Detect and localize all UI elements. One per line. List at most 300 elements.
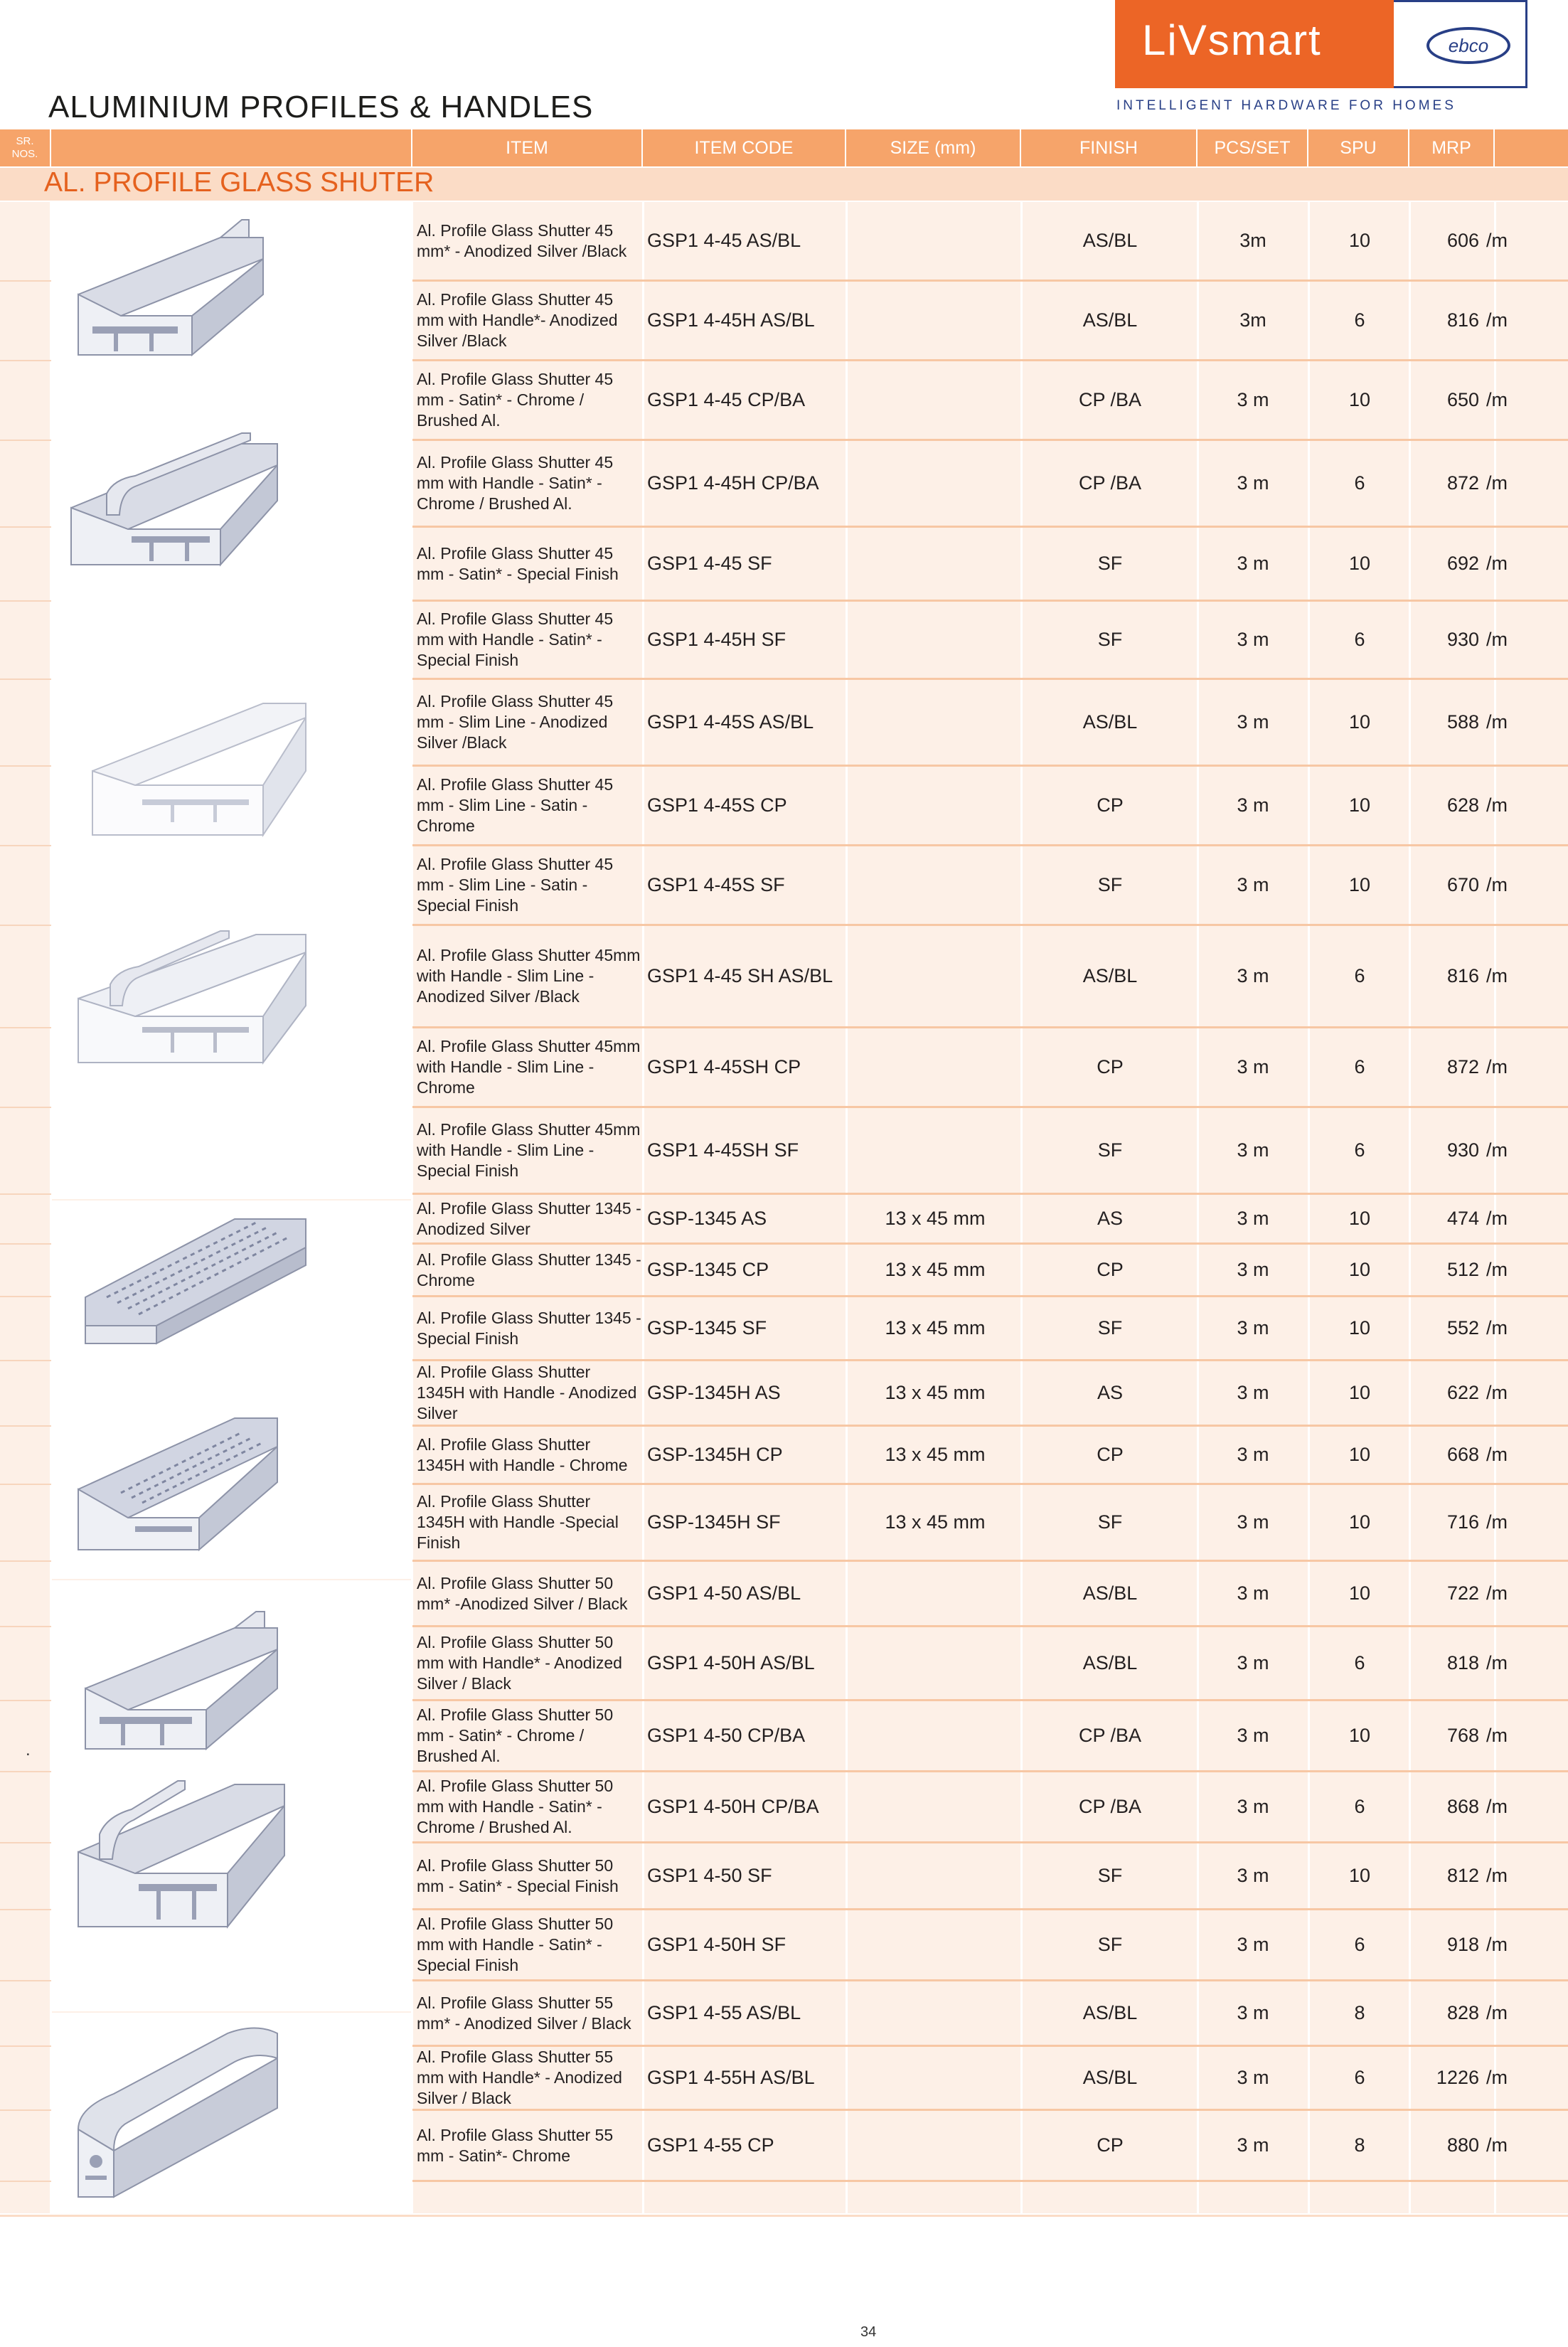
item-name: Al. Profile Glass Shutter 50 mm with Handle - Satin* - Special Finish bbox=[417, 1915, 614, 1974]
item-mrp: 722 bbox=[1446, 1582, 1479, 1604]
item-spu: 10 bbox=[1348, 1382, 1371, 1403]
item-mrp: 930 bbox=[1446, 1139, 1479, 1161]
table-row bbox=[412, 1195, 1568, 1245]
sr-row-divider bbox=[0, 1980, 51, 1981]
item-size bbox=[848, 2111, 1023, 2180]
item-pcs-set: 3 m bbox=[1237, 1934, 1269, 1955]
item-unit: /m bbox=[1486, 1934, 1508, 1955]
item-mrp: 1226 bbox=[1436, 2067, 1479, 2088]
item-name: Al. Profile Glass Shutter 1345H with Handle - Chrome bbox=[417, 1435, 628, 1474]
item-mrp: 816 bbox=[1446, 309, 1479, 331]
item-pcs-set: 3 m bbox=[1237, 2134, 1269, 2156]
section-bar bbox=[0, 168, 1568, 201]
item-size bbox=[848, 602, 1023, 678]
table-row bbox=[412, 1981, 1568, 2047]
item-code: GSP1 4-50 AS/BL bbox=[647, 1582, 801, 1604]
logo-text: LiVsmart bbox=[1142, 16, 1322, 64]
item-unit: /m bbox=[1486, 1796, 1508, 1817]
item-mrp: 588 bbox=[1446, 711, 1479, 733]
item-unit: /m bbox=[1486, 1056, 1508, 1077]
table-row bbox=[412, 1361, 1568, 1427]
item-unit: /m bbox=[1486, 553, 1508, 574]
item-spu: 8 bbox=[1354, 2134, 1365, 2156]
item-name: Al. Profile Glass Shutter 55 mm - Satin*- Chrome bbox=[417, 2125, 614, 2165]
sr-row-divider bbox=[0, 765, 51, 767]
item-pcs-set: 3 m bbox=[1237, 1056, 1269, 1077]
item-code: GSP1 4-55H AS/BL bbox=[647, 2067, 815, 2088]
profile-50mm-handle-image bbox=[71, 1767, 299, 1930]
item-mrp: 716 bbox=[1446, 1511, 1479, 1533]
sr-row-divider bbox=[0, 1700, 51, 1701]
item-unit: /m bbox=[1486, 1139, 1508, 1161]
profile-slim-line-handle-image bbox=[71, 927, 320, 1070]
item-mrp: 512 bbox=[1446, 1259, 1479, 1280]
item-size bbox=[848, 202, 1023, 280]
item-spu: 6 bbox=[1354, 965, 1365, 986]
item-size bbox=[848, 1772, 1023, 1841]
item-size: 13 x 45 mm bbox=[885, 1208, 986, 1229]
item-name: Al. Profile Glass Shutter 45 mm - Slim Line - Satin - Special Finish bbox=[417, 855, 614, 915]
item-finish: AS/BL bbox=[1082, 2067, 1138, 2088]
item-unit: /m bbox=[1486, 1511, 1508, 1533]
item-finish: AS/BL bbox=[1082, 1652, 1138, 1673]
item-name: Al. Profile Glass Shutter 45 mm with Handle*- Anodized Silver /Black bbox=[417, 290, 618, 350]
item-spu: 6 bbox=[1354, 1139, 1365, 1161]
sr-row-divider bbox=[0, 2181, 51, 2182]
item-pcs-set: 3 m bbox=[1237, 389, 1269, 410]
item-finish: SF bbox=[1097, 1317, 1123, 1339]
item-spu: 10 bbox=[1348, 1208, 1371, 1229]
item-name: Al. Profile Glass Shutter 50 mm* -Anodized Silver / Black bbox=[417, 1573, 628, 1613]
item-name: Al. Profile Glass Shutter 45mm with Handle - Slim Line - Special Finish bbox=[417, 1120, 641, 1180]
table-row bbox=[412, 1562, 1568, 1627]
item-mrp: 606 bbox=[1446, 230, 1479, 251]
item-size bbox=[848, 2047, 1023, 2109]
item-finish: SF bbox=[1097, 1865, 1123, 1886]
item-name: Al. Profile Glass Shutter 1345 -Special Finish bbox=[417, 1308, 641, 1348]
item-pcs-set: 3 m bbox=[1237, 2002, 1269, 2023]
item-spu: 10 bbox=[1348, 711, 1371, 733]
page-title: ALUMINIUM PROFILES & HANDLES bbox=[48, 90, 594, 124]
item-mrp: 812 bbox=[1446, 1865, 1479, 1886]
item-size bbox=[848, 361, 1023, 439]
item-pcs-set: 3 m bbox=[1237, 1865, 1269, 1886]
item-spu: 6 bbox=[1354, 1934, 1365, 1955]
table-row bbox=[412, 1245, 1568, 1297]
item-size bbox=[848, 1701, 1023, 1770]
item-spu: 10 bbox=[1348, 230, 1371, 251]
item-size bbox=[848, 767, 1023, 844]
item-finish: CP bbox=[1097, 1444, 1124, 1465]
sr-row-divider bbox=[0, 1771, 51, 1772]
item-spu: 6 bbox=[1354, 309, 1365, 331]
item-pcs-set: 3 m bbox=[1237, 794, 1269, 816]
page-number: 34 bbox=[860, 2324, 877, 2340]
sr-row-divider bbox=[0, 2045, 51, 2047]
item-name: Al. Profile Glass Shutter 50 mm - Satin* - Chrome / Brushed Al. bbox=[417, 1705, 614, 1765]
table-row bbox=[412, 202, 1568, 282]
item-spu: 8 bbox=[1354, 2002, 1365, 2023]
item-name: Al. Profile Glass Shutter 1345 - Chrome bbox=[417, 1250, 641, 1289]
profile-45mm-image bbox=[71, 216, 284, 358]
table-row bbox=[412, 602, 1568, 680]
item-finish: CP /BA bbox=[1078, 389, 1142, 410]
sr-row-divider bbox=[0, 526, 51, 528]
item-mrp: 628 bbox=[1446, 794, 1479, 816]
item-name: Al. Profile Glass Shutter 55 mm with Handle* - Anodized Silver / Black bbox=[417, 2048, 622, 2107]
item-mrp: 816 bbox=[1446, 965, 1479, 986]
item-pcs-set: 3 m bbox=[1237, 472, 1269, 494]
item-finish: AS/BL bbox=[1082, 309, 1138, 331]
item-pcs-set: 3 m bbox=[1237, 1796, 1269, 1817]
brand-logo bbox=[1115, 0, 1529, 97]
item-code: GSP-1345H AS bbox=[647, 1382, 781, 1403]
item-unit: /m bbox=[1486, 711, 1508, 733]
item-code: GSP1 4-45SH SF bbox=[647, 1139, 799, 1161]
item-spu: 6 bbox=[1354, 629, 1365, 650]
item-finish: SF bbox=[1097, 1139, 1123, 1161]
item-unit: /m bbox=[1486, 1317, 1508, 1339]
item-finish: CP /BA bbox=[1078, 1725, 1142, 1746]
item-code: GSP1 4-45H SF bbox=[647, 629, 786, 650]
item-name: Al. Profile Glass Shutter 45 mm - Slim Line - Anodized Silver /Black bbox=[417, 692, 614, 752]
table-row bbox=[412, 441, 1568, 528]
item-unit: /m bbox=[1486, 472, 1508, 494]
item-pcs-set: 3 m bbox=[1237, 2067, 1269, 2088]
sr-row-divider bbox=[0, 1484, 51, 1485]
item-name: Al. Profile Glass Shutter 45 mm* - Anodized Silver /Black bbox=[417, 220, 627, 260]
item-size bbox=[848, 1627, 1023, 1699]
item-mrp: 828 bbox=[1446, 2002, 1479, 2023]
item-name: Al. Profile Glass Shutter 50 mm with Handle* - Anodized Silver / Black bbox=[417, 1633, 622, 1693]
header-pcs-set: PCS/SET bbox=[1198, 129, 1308, 166]
item-finish: SF bbox=[1097, 553, 1123, 574]
item-mrp: 474 bbox=[1446, 1208, 1479, 1229]
item-unit: /m bbox=[1486, 1865, 1508, 1886]
brand-tagline: INTELLIGENT HARDWARE FOR HOMES bbox=[1116, 98, 1456, 113]
item-finish: CP bbox=[1097, 2134, 1124, 2156]
item-pcs-set: 3m bbox=[1239, 230, 1266, 251]
table-row bbox=[412, 1028, 1568, 1108]
header-size: SIZE (mm) bbox=[846, 129, 1021, 166]
item-pcs-set: 3 m bbox=[1237, 711, 1269, 733]
item-pcs-set: 3 m bbox=[1237, 1582, 1269, 1604]
item-finish: SF bbox=[1097, 1934, 1123, 1955]
profile-1345-image bbox=[78, 1212, 313, 1347]
item-code: GSP1 4-45SH CP bbox=[647, 1056, 801, 1077]
item-spu: 10 bbox=[1348, 1511, 1371, 1533]
item-unit: /m bbox=[1486, 1208, 1508, 1229]
logo-orange-block bbox=[1115, 0, 1396, 88]
item-pcs-set: 3 m bbox=[1237, 1444, 1269, 1465]
sr-row-divider bbox=[0, 280, 51, 282]
item-mrp: 930 bbox=[1446, 629, 1479, 650]
item-pcs-set: 3 m bbox=[1237, 1725, 1269, 1746]
item-mrp: 650 bbox=[1446, 389, 1479, 410]
item-spu: 6 bbox=[1354, 1652, 1365, 1673]
item-finish: CP /BA bbox=[1078, 472, 1142, 494]
header-sr-nos: SR. NOS. bbox=[0, 129, 51, 166]
item-size bbox=[848, 1028, 1023, 1106]
item-name: Al. Profile Glass Shutter 1345H with Handle - Anodized Silver bbox=[417, 1363, 637, 1422]
item-code: GSP1 4-50H AS/BL bbox=[647, 1652, 815, 1673]
table-row bbox=[412, 1772, 1568, 1843]
table-row bbox=[412, 680, 1568, 767]
item-pcs-set: 3 m bbox=[1237, 1382, 1269, 1403]
item-finish: SF bbox=[1097, 874, 1123, 895]
item-size: 13 x 45 mm bbox=[885, 1444, 986, 1465]
item-name: Al. Profile Glass Shutter 45 mm with Handle - Satin* - Special Finish bbox=[417, 610, 614, 669]
sr-row-divider bbox=[0, 1626, 51, 1627]
item-unit: /m bbox=[1486, 2067, 1508, 2088]
sr-row-divider bbox=[0, 600, 51, 602]
item-spu: 6 bbox=[1354, 1056, 1365, 1077]
item-name: Al. Profile Glass Shutter 1345H with Handle -Special Finish bbox=[417, 1492, 619, 1552]
item-mrp: 622 bbox=[1446, 1382, 1479, 1403]
item-unit: /m bbox=[1486, 309, 1508, 331]
item-name: Al. Profile Glass Shutter 55 mm* - Anodized Silver / Black bbox=[417, 1993, 631, 2033]
section-title: AL. PROFILE GLASS SHUTER bbox=[44, 167, 434, 198]
item-pcs-set: 3 m bbox=[1237, 1317, 1269, 1339]
item-unit: /m bbox=[1486, 2002, 1508, 2023]
item-unit: /m bbox=[1486, 629, 1508, 650]
item-spu: 10 bbox=[1348, 1259, 1371, 1280]
table-row bbox=[412, 2111, 1568, 2182]
item-pcs-set: 3m bbox=[1239, 309, 1266, 331]
item-code: GSP1 4-45 SH AS/BL bbox=[647, 965, 833, 986]
item-spu: 10 bbox=[1348, 794, 1371, 816]
item-mrp: 872 bbox=[1446, 1056, 1479, 1077]
item-spu: 6 bbox=[1354, 2067, 1365, 2088]
item-finish: CP /BA bbox=[1078, 1796, 1142, 1817]
item-mrp: 668 bbox=[1446, 1444, 1479, 1465]
item-unit: /m bbox=[1486, 1382, 1508, 1403]
header-item-code: ITEM CODE bbox=[643, 129, 846, 166]
product-table bbox=[0, 202, 1568, 2213]
sr-row-divider bbox=[0, 1842, 51, 1843]
item-name: Al. Profile Glass Shutter 45 mm - Satin* - Chrome / Brushed Al. bbox=[417, 370, 614, 430]
item-size bbox=[848, 1981, 1023, 2045]
item-unit: /m bbox=[1486, 2134, 1508, 2156]
item-pcs-set: 3 m bbox=[1237, 965, 1269, 986]
item-finish: AS bbox=[1097, 1382, 1124, 1403]
item-mrp: 670 bbox=[1446, 874, 1479, 895]
table-row bbox=[412, 1701, 1568, 1772]
table-row bbox=[412, 282, 1568, 361]
item-spu: 6 bbox=[1354, 1796, 1365, 1817]
item-name: Al. Profile Glass Shutter 45 mm with Handle - Satin* - Chrome / Brushed Al. bbox=[417, 453, 614, 513]
item-spu: 10 bbox=[1348, 553, 1371, 574]
item-unit: /m bbox=[1486, 1652, 1508, 1673]
item-size bbox=[848, 1562, 1023, 1625]
item-spu: 10 bbox=[1348, 1582, 1371, 1604]
item-pcs-set: 3 m bbox=[1237, 1259, 1269, 1280]
item-name: Al. Profile Glass Shutter 45 mm - Slim Line - Satin - Chrome bbox=[417, 775, 614, 835]
item-code: GSP1 4-50H SF bbox=[647, 1934, 786, 1955]
item-size: 13 x 45 mm bbox=[885, 1382, 986, 1403]
profile-1345h-image bbox=[71, 1404, 284, 1553]
item-spu: 10 bbox=[1348, 1865, 1371, 1886]
item-code: GSP1 4-45 SF bbox=[647, 553, 772, 574]
item-name: Al. Profile Glass Shutter 50 mm - Satin* - Special Finish bbox=[417, 1856, 619, 1895]
table-row bbox=[412, 1108, 1568, 1195]
header-finish: FINISH bbox=[1021, 129, 1198, 166]
table-row bbox=[412, 1910, 1568, 1981]
sr-row-divider bbox=[0, 1243, 51, 1245]
item-pcs-set: 3 m bbox=[1237, 874, 1269, 895]
item-size bbox=[848, 926, 1023, 1026]
item-code: GSP1 4-50H CP/BA bbox=[647, 1796, 819, 1817]
item-code: GSP1 4-45S AS/BL bbox=[647, 711, 814, 733]
item-finish: AS/BL bbox=[1082, 1582, 1138, 1604]
table-row bbox=[412, 1297, 1568, 1361]
item-mrp: 918 bbox=[1446, 1934, 1479, 1955]
item-name: Al. Profile Glass Shutter 1345 -Anodized Silver bbox=[417, 1198, 641, 1238]
item-code: GSP1 4-45 CP/BA bbox=[647, 389, 806, 410]
item-spu: 10 bbox=[1348, 874, 1371, 895]
item-name: Al. Profile Glass Shutter 45mm with Handle - Slim Line - Chrome bbox=[417, 1037, 641, 1097]
item-code: GSP1 4-45 AS/BL bbox=[647, 230, 801, 251]
item-spu: 10 bbox=[1348, 1317, 1371, 1339]
profile-55mm-image bbox=[71, 2023, 299, 2200]
item-finish: AS/BL bbox=[1082, 230, 1138, 251]
item-finish: AS/BL bbox=[1082, 711, 1138, 733]
item-finish: AS/BL bbox=[1082, 965, 1138, 986]
item-mrp: 768 bbox=[1446, 1725, 1479, 1746]
item-unit: /m bbox=[1486, 389, 1508, 410]
item-spu: 10 bbox=[1348, 1444, 1371, 1465]
item-mrp: 692 bbox=[1446, 553, 1479, 574]
sr-row-divider bbox=[0, 360, 51, 361]
item-size bbox=[848, 282, 1023, 359]
item-unit: /m bbox=[1486, 230, 1508, 251]
table-bottom-rule bbox=[0, 2215, 1568, 2217]
table-row bbox=[412, 926, 1568, 1028]
item-name: Al. Profile Glass Shutter 45 mm - Satin* - Special Finish bbox=[417, 543, 619, 583]
item-mrp: 552 bbox=[1446, 1317, 1479, 1339]
item-pcs-set: 3 m bbox=[1237, 553, 1269, 574]
col-separator bbox=[50, 202, 52, 2213]
item-name: Al. Profile Glass Shutter 45mm with Handle - Slim Line -Anodized Silver /Black bbox=[417, 946, 641, 1006]
item-pcs-set: 3 m bbox=[1237, 1652, 1269, 1673]
item-code: GSP1 4-45H CP/BA bbox=[647, 472, 819, 494]
profile-45mm-handle-image bbox=[64, 430, 292, 572]
table-row bbox=[412, 361, 1568, 441]
sr-row-divider bbox=[0, 1560, 51, 1562]
sr-row-divider bbox=[0, 1193, 51, 1195]
header-mrp: MRP bbox=[1409, 129, 1495, 166]
header-image-col bbox=[51, 129, 412, 166]
item-code: GSP1 4-45S CP bbox=[647, 794, 787, 816]
sr-row-divider bbox=[0, 1360, 51, 1361]
item-code: GSP-1345H SF bbox=[647, 1511, 781, 1533]
table-row bbox=[412, 846, 1568, 926]
item-code: GSP-1345 CP bbox=[647, 1259, 769, 1280]
item-size: 13 x 45 mm bbox=[885, 1317, 986, 1339]
sr-row-divider bbox=[0, 1296, 51, 1297]
item-spu: 6 bbox=[1354, 472, 1365, 494]
item-unit: /m bbox=[1486, 1259, 1508, 1280]
sr-row-divider bbox=[0, 1909, 51, 1910]
item-name: Al. Profile Glass Shutter 50 mm with Handle - Satin* - Chrome / Brushed Al. bbox=[417, 1777, 614, 1836]
header-unit bbox=[1495, 129, 1568, 166]
item-code: GSP-1345 AS bbox=[647, 1208, 767, 1229]
item-finish: CP bbox=[1097, 1259, 1124, 1280]
item-pcs-set: 3 m bbox=[1237, 1511, 1269, 1533]
item-size bbox=[848, 1108, 1023, 1193]
item-code: GSP1 4-50 CP/BA bbox=[647, 1725, 806, 1746]
table-row bbox=[412, 767, 1568, 846]
stray-mark: . bbox=[26, 1740, 31, 1760]
item-mrp: 872 bbox=[1446, 472, 1479, 494]
item-pcs-set: 3 m bbox=[1237, 1139, 1269, 1161]
item-finish: CP bbox=[1097, 1056, 1124, 1077]
item-size bbox=[848, 1910, 1023, 1979]
item-unit: /m bbox=[1486, 1444, 1508, 1465]
sr-row-divider bbox=[0, 1027, 51, 1028]
item-finish: CP bbox=[1097, 794, 1124, 816]
item-unit: /m bbox=[1486, 1582, 1508, 1604]
item-mrp: 818 bbox=[1446, 1652, 1479, 1673]
sr-row-divider bbox=[0, 1107, 51, 1108]
item-size bbox=[848, 528, 1023, 600]
item-code: GSP1 4-45S SF bbox=[647, 874, 785, 895]
table-header bbox=[0, 129, 1568, 166]
item-code: GSP1 4-50 SF bbox=[647, 1865, 772, 1886]
item-code: GSP1 4-45H AS/BL bbox=[647, 309, 815, 331]
item-finish: SF bbox=[1097, 1511, 1123, 1533]
sr-row-divider bbox=[0, 440, 51, 441]
ebco-logo: ebco bbox=[1426, 27, 1510, 64]
sr-row-divider bbox=[0, 925, 51, 926]
item-code: GSP-1345 SF bbox=[647, 1317, 767, 1339]
table-row bbox=[412, 528, 1568, 602]
sr-row-divider bbox=[0, 2109, 51, 2111]
table-row bbox=[412, 1427, 1568, 1485]
item-pcs-set: 3 m bbox=[1237, 1208, 1269, 1229]
item-size bbox=[848, 441, 1023, 526]
profile-slim-line-image bbox=[78, 700, 313, 842]
item-size bbox=[848, 846, 1023, 924]
table-row bbox=[412, 1843, 1568, 1910]
item-unit: /m bbox=[1486, 1725, 1508, 1746]
item-unit: /m bbox=[1486, 794, 1508, 816]
item-spu: 10 bbox=[1348, 389, 1371, 410]
item-size: 13 x 45 mm bbox=[885, 1511, 986, 1533]
profile-50mm-image bbox=[78, 1610, 292, 1752]
item-mrp: 880 bbox=[1446, 2134, 1479, 2156]
item-unit: /m bbox=[1486, 874, 1508, 895]
table-row bbox=[412, 1485, 1568, 1562]
item-size: 13 x 45 mm bbox=[885, 1259, 986, 1280]
item-pcs-set: 3 m bbox=[1237, 629, 1269, 650]
item-size bbox=[848, 680, 1023, 765]
sr-row-divider bbox=[0, 845, 51, 846]
item-code: GSP-1345H CP bbox=[647, 1444, 783, 1465]
item-unit: /m bbox=[1486, 965, 1508, 986]
item-finish: AS bbox=[1097, 1208, 1124, 1229]
item-size bbox=[848, 1843, 1023, 1908]
sr-row-divider bbox=[0, 678, 51, 680]
item-finish: SF bbox=[1097, 629, 1123, 650]
item-finish: AS/BL bbox=[1082, 2002, 1138, 2023]
table-row bbox=[412, 1627, 1568, 1701]
item-mrp: 868 bbox=[1446, 1796, 1479, 1817]
item-code: GSP1 4-55 CP bbox=[647, 2134, 774, 2156]
item-spu: 10 bbox=[1348, 1725, 1371, 1746]
item-code: GSP1 4-55 AS/BL bbox=[647, 2002, 801, 2023]
header-spu: SPU bbox=[1308, 129, 1409, 166]
